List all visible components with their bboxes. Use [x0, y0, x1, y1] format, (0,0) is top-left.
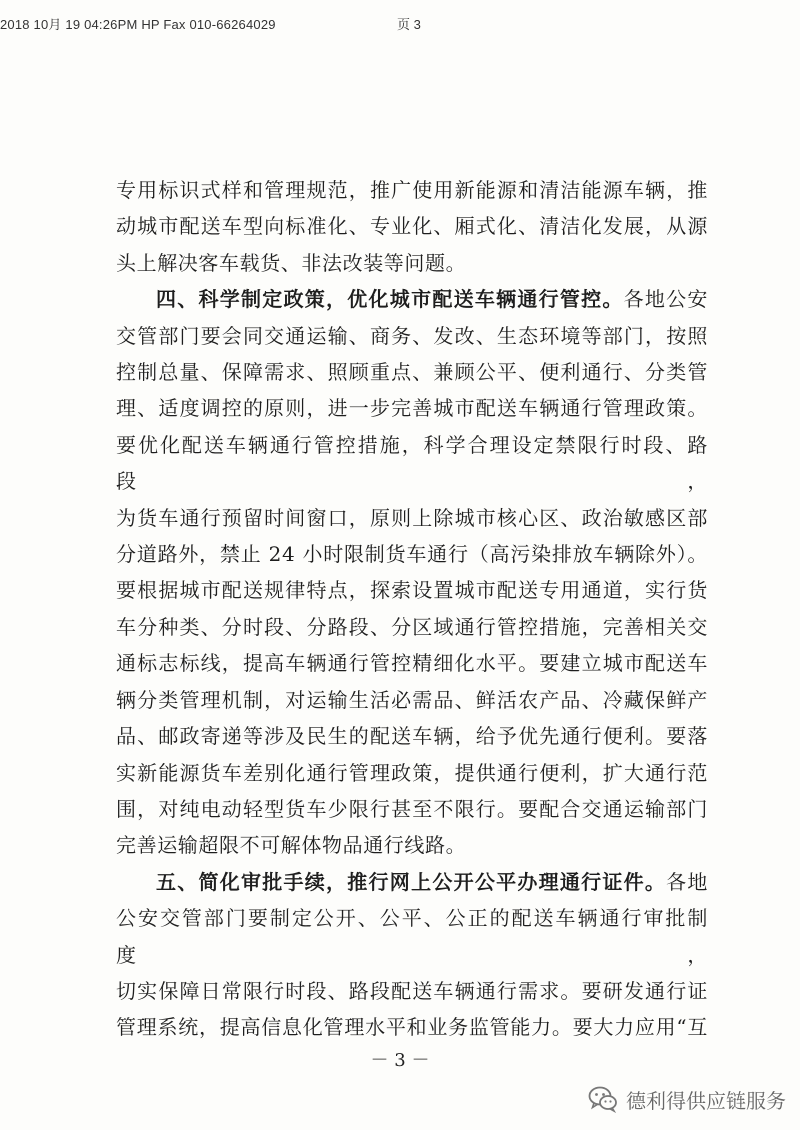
page-number: － 3 －	[370, 1050, 430, 1071]
body-line: 交管部门要会同交通运输、商务、发改、生态环境等部门，按照	[116, 323, 708, 348]
fax-page-label: 页 3	[397, 17, 421, 32]
section-four-heading: 四、科学制定政策，优化城市配送车辆通行管控。	[156, 287, 624, 312]
body-line: 品、邮政寄递等涉及民生的配送车辆，给予优先通行便利。要落	[116, 724, 708, 749]
body-line: 公安交管部门要制定公开、公平、公正的配送车辆通行审批制度，	[116, 906, 708, 967]
section-four-lead: 各地公安	[623, 287, 708, 312]
body-line: 动城市配送车型向标准化、专业化、厢式化、清洁化发展，从源	[116, 214, 708, 239]
body-line: 围，对纯电动轻型货车少限行甚至不限行。要配合交通运输部门	[116, 796, 708, 821]
body-line: 车分种类、分时段、分路段、分区域通行管控措施，完善相关交	[116, 614, 708, 639]
document-body	[116, 172, 708, 1046]
watermark-text: 德利得供应链服务	[626, 1088, 786, 1113]
body-line: 完善运输超限不可解体物品通行线路。	[116, 833, 467, 858]
body-line: 切实保障日常限行时段、路段配送车辆通行需求。要研发通行证	[116, 978, 708, 1003]
body-line: 辆分类管理机制，对运输生活必需品、鲜活农产品、冷藏保鲜产	[116, 687, 708, 712]
fax-header	[0, 14, 800, 34]
section-five-heading: 五、简化审批手续，推行网上公开公平办理通行证件。	[156, 869, 667, 894]
body-line: 实新能源货车差别化通行管理政策，提供通行便利，扩大通行范	[116, 760, 708, 785]
body-line: 要优化配送车辆通行管控措施，科学合理设定禁限行时段、路段，	[116, 432, 708, 494]
wechat-icon	[588, 1085, 618, 1113]
fax-transmission-line: 2018 10月 19 04:26PM HP Fax 010-66264029	[0, 17, 276, 32]
body-line: 控制总量、保障需求、照顾重点、兼顾公平、便利通行、分类管	[116, 360, 708, 385]
section-five-lead: 各地	[666, 869, 708, 894]
body-line: 管理系统，提高信息化管理水平和业务监管能力。要大力应用“互	[116, 1015, 708, 1040]
body-line: 通标志标线，提高车辆通行管控精细化水平。要建立城市配送车	[116, 651, 708, 676]
body-line: 分道路外，禁止 24 小时限制货车通行（高污染排放车辆除外）。	[116, 542, 708, 567]
body-line: 头上解决客车载货、非法改装等问题。	[116, 250, 467, 275]
body-line: 为货车通行预留时间窗口，原则上除城市核心区、政治敏感区部	[116, 505, 708, 530]
body-line: 专用标识式样和管理规范，推广使用新能源和清洁能源车辆，推	[116, 178, 708, 202]
body-line: 理、适度调控的原则，进一步完善城市配送车辆通行管理政策。	[116, 396, 708, 421]
section-five-first-line	[116, 864, 708, 900]
body-line: 要根据城市配送规律特点，探索设置城市配送专用通道，实行货	[116, 578, 708, 603]
section-four-first-line	[116, 281, 708, 317]
watermark	[588, 1082, 786, 1116]
